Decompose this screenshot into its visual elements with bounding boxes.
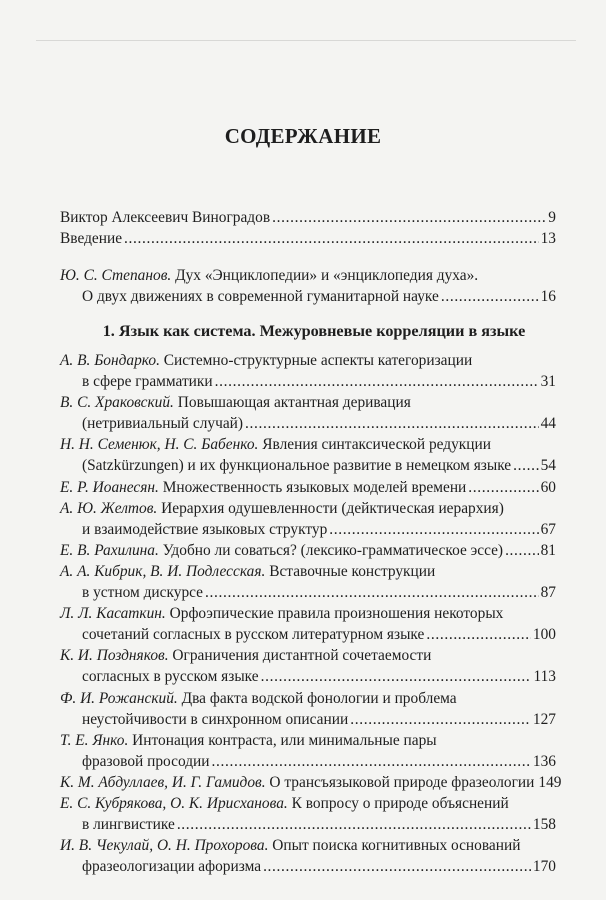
entry-title: Вставочные конструкции [269,562,436,580]
page-title: СОДЕРЖАНИЕ [224,124,382,148]
toc-entry [60,350,556,392]
entry-text [82,455,511,476]
entry-text [82,856,261,877]
toc-line [60,350,556,371]
toc-line [60,286,556,307]
toc-line [60,561,556,582]
toc-line [60,540,556,561]
entry-text [82,666,259,687]
page-number: 16 [540,288,556,306]
entry-text [60,265,478,286]
toc-line [60,228,556,249]
toc-entry [60,688,556,730]
entry-author: К. М. Абдуллаев, И. Г. Гамидов. [60,773,266,791]
dot-leader [263,856,531,877]
entry-text [60,207,270,228]
entry-title: Орфоэпические правила произношения некоторых [169,605,504,623]
entry-text [60,561,435,582]
dot-leader [272,207,546,228]
page-number: 13 [540,230,556,248]
page-number: 87 [540,584,556,602]
entry-author: А. Ю. Желтов. [60,499,158,517]
toc-line [60,666,556,687]
dot-leader [505,540,539,561]
entry-text [82,582,203,603]
toc-intro [60,265,556,307]
toc-line [60,498,556,519]
entry-text [60,498,504,519]
entry-title: фразовой просодии [82,752,210,770]
toc-entry [60,772,562,793]
entry-title: Виктор Алексеевич Виноградов [60,209,271,226]
entry-title: в сфере грамматики [82,373,213,391]
entry-text [82,413,243,434]
page-number: 60 [540,478,556,496]
entry-text [60,793,509,814]
page-number: 81 [540,541,556,559]
entry-text [60,730,437,751]
entry-title: Два факта водской фонологии и проблема [181,689,457,707]
entry-text [60,645,431,666]
page-number: 9 [548,209,556,226]
toc-line [60,624,556,645]
entry-title: Введение [60,230,123,248]
entry-author: В. С. Храковский. [60,394,174,412]
entry-author: Е. С. Кубрякова, О. К. Ирисханова. [60,794,288,812]
entry-title: фразеологизации афоризма [82,858,262,876]
page-number: 136 [532,752,556,770]
entry-author: Е. В. Рахилина. [60,541,159,559]
entry-text [60,835,520,856]
dot-leader [426,624,531,645]
page-number: 67 [540,520,556,538]
entry-title: Системно-структурные аспекты категоризации [163,352,473,369]
entry-author: К. И. Поздняков. [60,647,169,665]
dot-leader [350,709,531,730]
toc-line [60,730,556,751]
dot-leader [212,751,531,772]
toc-line [60,772,562,793]
entry-title: сочетаний согласных в русском литературном языке [82,626,425,644]
toc-line [60,207,556,228]
entry-title: согласных в русском языке [82,668,259,686]
toc-entry [60,540,556,561]
entry-title: Интонация контраста, или минимальные пары [132,731,437,749]
entry-text [82,709,348,730]
toc-section [60,321,556,342]
entry-title: (Satzkürzungen) и их функциональное развитие в немецком языке [82,457,512,475]
entry-title: (нетривиальный случай) [82,415,244,433]
entry-title: К вопросу о природе объяснений [291,794,509,812]
entry-author: Е. Р. Иоанесян. [60,478,159,496]
toc-entry [60,498,556,540]
dot-leader [441,286,539,307]
entry-author: А. А. Кибрик, В. И. Подлесская. [60,562,266,580]
dot-leader [245,413,539,434]
toc-line [60,582,556,603]
toc-entry [60,434,556,476]
toc-line [60,835,556,856]
entry-text [60,540,503,561]
page-number: 170 [532,858,556,876]
entry-title: неустойчивости в синхронном описании [82,710,349,728]
entry-author: Ю. С. Степанов. [60,267,172,284]
toc-line [60,477,556,498]
toc-line [60,645,556,666]
header-rule [36,40,576,41]
page-number: 127 [532,710,556,728]
entry-author: Ф. И. Рожанский. [60,689,178,707]
dot-leader [329,519,538,540]
section-heading: 1. Язык как система. Межуровневые корреляции в языке [102,322,526,340]
entry-author: А. В. Бондарко. [60,352,160,369]
toc-line [60,751,556,772]
dot-leader [261,666,532,687]
toc-line [60,603,556,624]
toc-line [60,371,556,392]
toc-entry [60,561,556,603]
toc-entry [60,207,556,228]
entry-title: Опыт поиска когнитивных оснований [272,837,521,855]
toc-line [60,265,556,286]
toc-entry [60,477,556,498]
dot-leader [205,582,539,603]
page-number: 100 [532,626,556,644]
toc-front-matter [60,207,556,249]
dot-leader [215,371,539,392]
entry-text [82,814,175,835]
toc-line [60,814,556,835]
entry-text [60,228,122,249]
entry-text [82,286,439,307]
toc-line [60,519,556,540]
entry-title: в устном дискурсе [82,584,203,602]
entry-title: Иерархия одушевленности (дейктическая иерархия) [161,499,504,517]
entry-text [60,772,534,793]
toc-line [60,856,556,877]
entry-title: Явления синтаксической редукции [262,436,491,454]
entry-author: Л. Л. Касаткин. [60,605,166,623]
entry-text [60,350,472,371]
entry-title: Ограничения дистантной сочетаемости [172,647,432,665]
page-number: 31 [540,373,556,391]
entry-text [60,392,411,413]
toc-line [60,793,556,814]
toc-entry [60,793,556,835]
toc-entry [60,835,556,877]
entry-text [60,434,491,455]
dot-leader [177,814,531,835]
page-number: 113 [533,668,556,686]
entry-author: И. В. Чекулай, О. Н. Прохорова. [60,837,269,855]
toc-entry [60,603,556,645]
entry-title: Множественность языковых моделей времени [162,478,467,496]
toc-line [60,392,556,413]
entry-text [82,624,424,645]
entry-title: Повышающая актантная деривация [177,394,411,412]
toc-entry [60,645,556,687]
page-number: 149 [538,773,562,791]
toc-line [60,413,556,434]
entry-text [82,371,213,392]
toc-entry [60,265,556,307]
toc-entries [60,350,562,877]
entry-author: Т. Е. Янко. [60,731,129,749]
dot-leader [124,228,539,249]
entry-title: Дух «Энциклопедии» и «энциклопедия духа». [175,267,479,284]
toc-entry [60,730,556,772]
toc-entry [60,228,556,249]
entry-author: Н. Н. Семенюк, Н. С. Бабенко. [60,436,259,454]
entry-title: О трансъязыковой природе фразеологии [269,773,535,791]
entry-text [82,751,210,772]
toc-line [60,709,556,730]
dot-leader [513,455,538,476]
page-number: 158 [532,816,556,834]
page-number: 44 [540,415,556,433]
entry-title: в лингвистике [82,816,175,834]
entry-text [82,519,327,540]
toc-line [60,688,556,709]
toc-line [60,455,556,476]
entry-title: и взаимодействие языковых структур [82,520,328,538]
entry-text [60,477,466,498]
entry-text [60,688,457,709]
entry-text [60,603,503,624]
dot-leader [468,477,538,498]
toc-entry [60,392,556,434]
entry-title: Удобно ли соваться? (лексико-грамматическое эссе) [162,541,504,559]
entry-title: О двух движениях в современной гуманитарной науке [82,288,439,306]
page-number: 54 [540,457,556,475]
toc-line [60,434,556,455]
